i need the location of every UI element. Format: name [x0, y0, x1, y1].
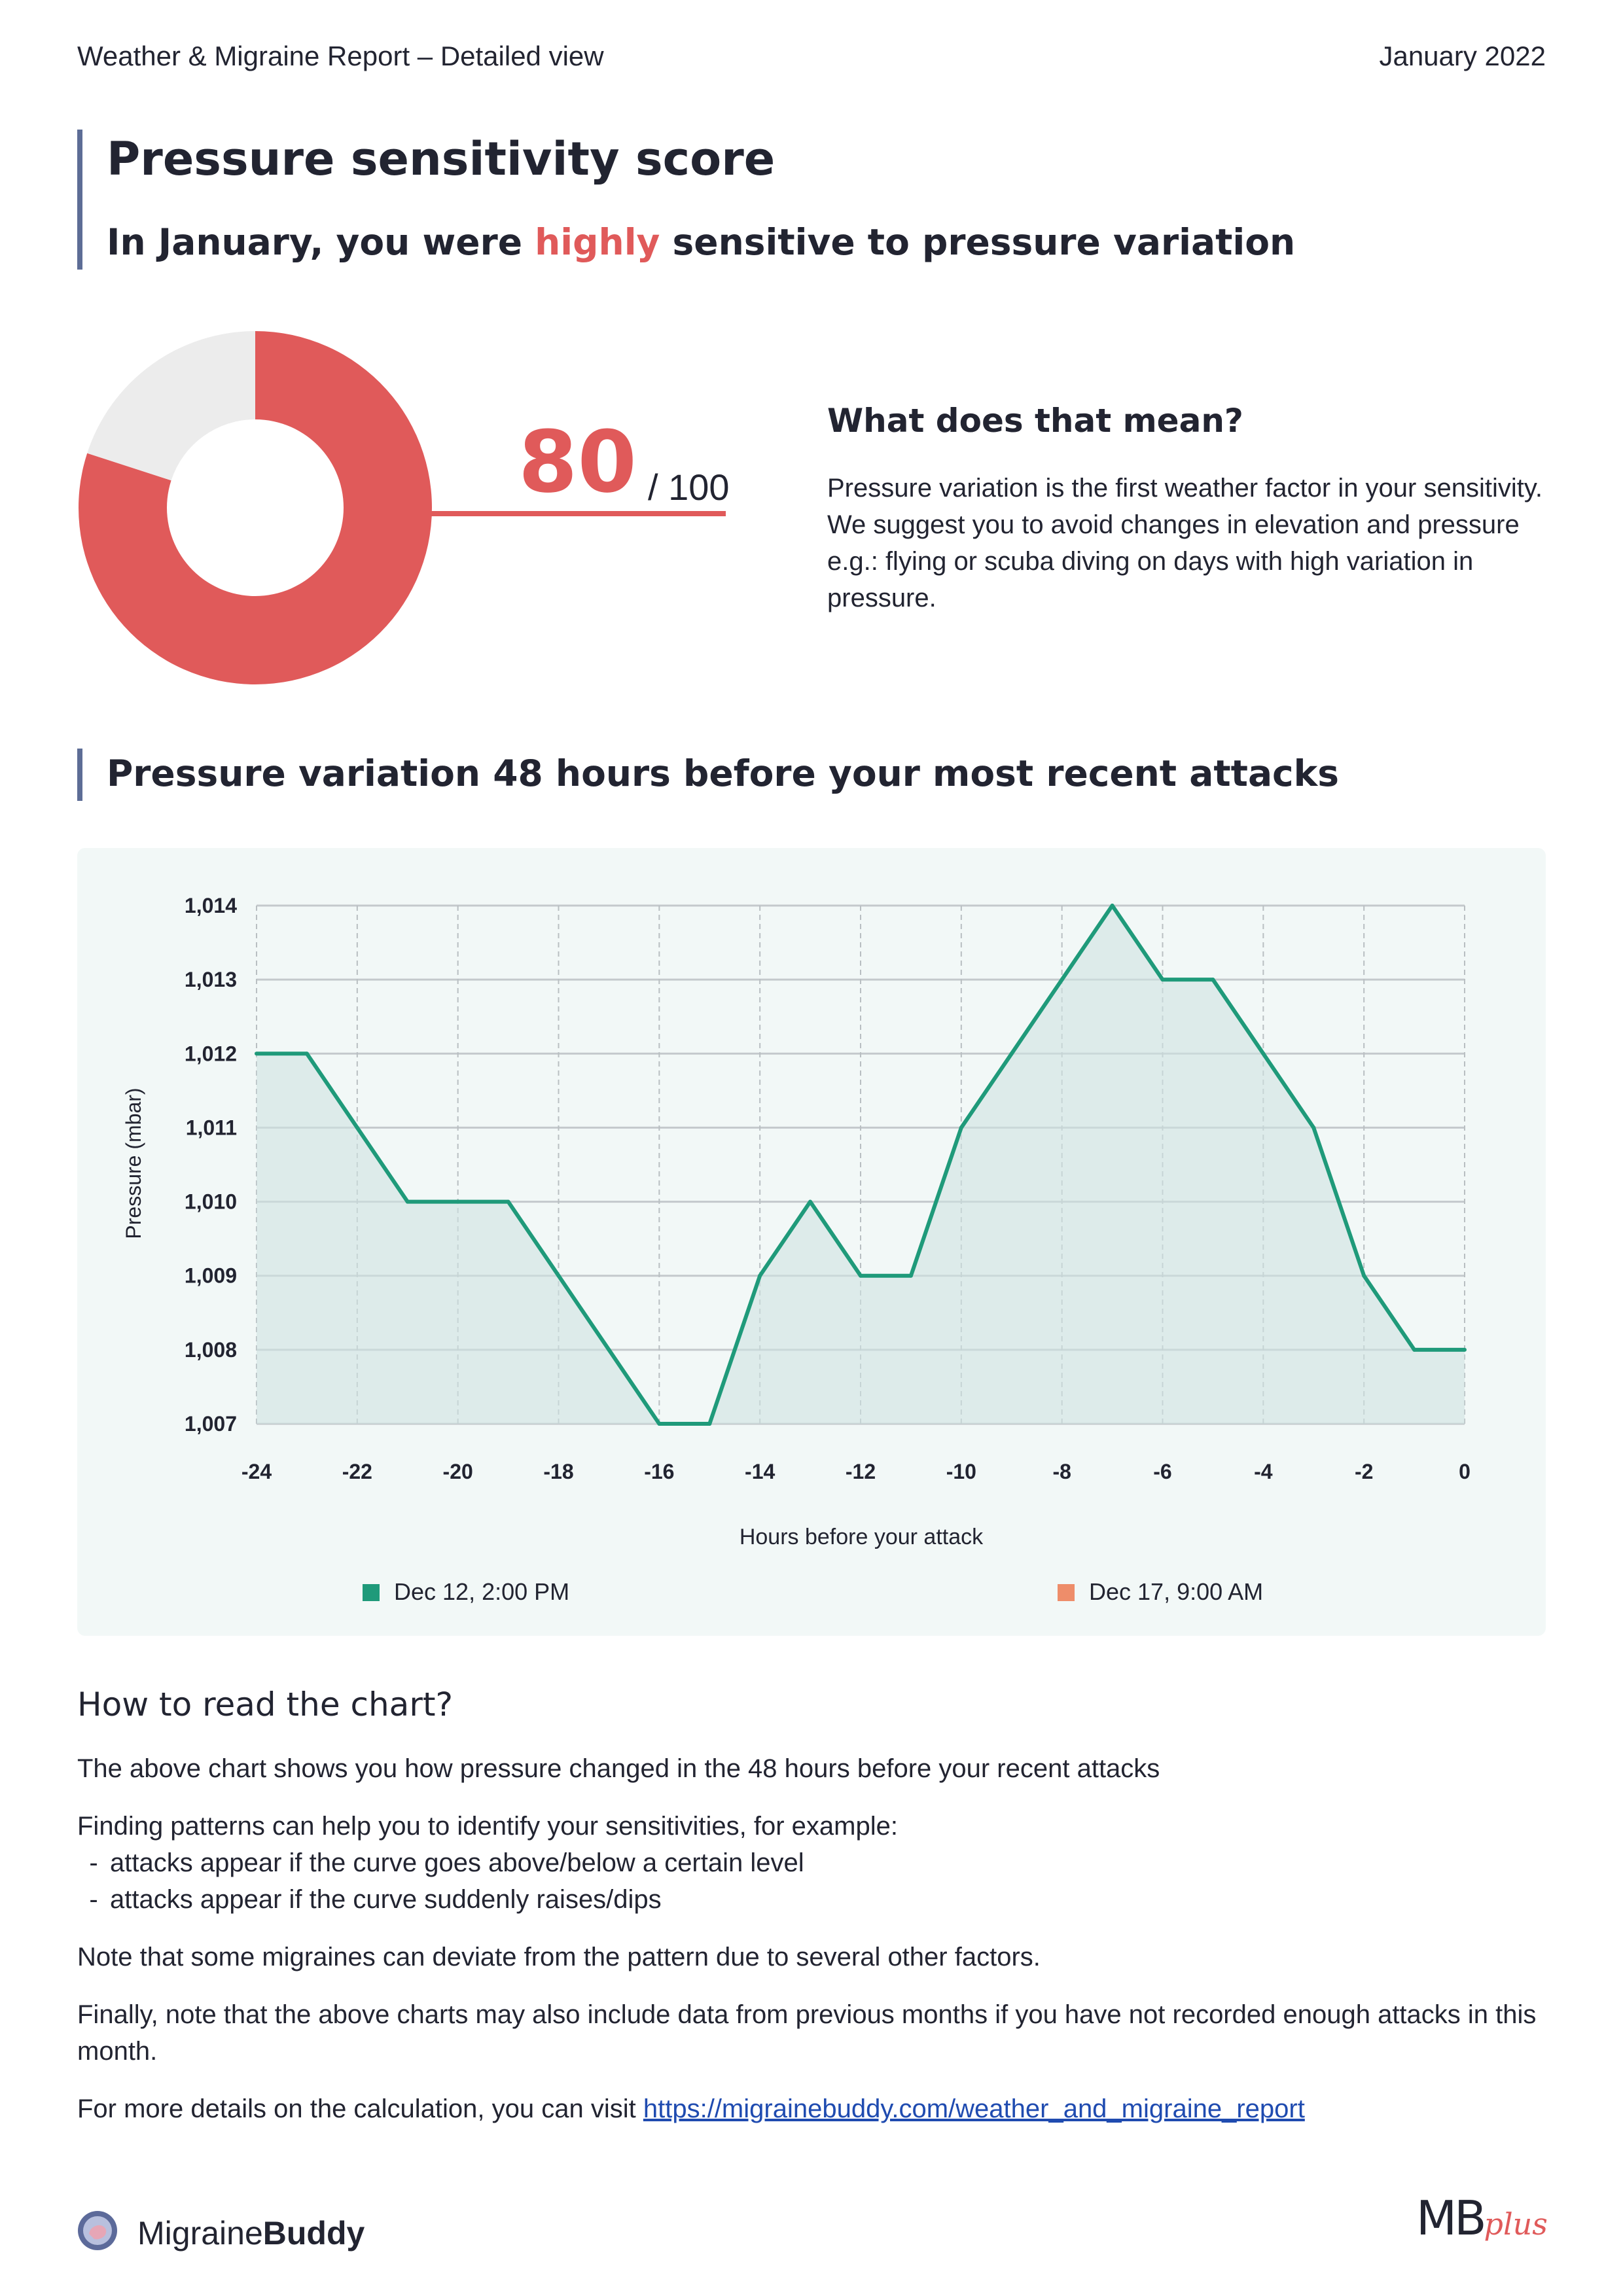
y-tick-label: 1,008 [184, 1337, 237, 1362]
how-to-read-p1: The above chart shows you how pressure changed in the 48 hours before your recent attacks [77, 1754, 1160, 1783]
data-point [1161, 978, 1165, 981]
donut-remainder-slice [87, 331, 255, 480]
data-point [959, 1125, 963, 1129]
brand-wordmark-bold: Buddy [262, 2215, 365, 2252]
data-point [607, 1348, 611, 1352]
x-tick-label: -6 [1153, 1460, 1172, 1483]
subtitle-highlight: highly [535, 221, 660, 263]
data-point [1261, 1051, 1265, 1055]
data-point [859, 1274, 863, 1278]
mb-plus-logo-plus: plus [1484, 2206, 1548, 2242]
x-tick-label: -8 [1052, 1460, 1071, 1483]
mb-plus-logo-mb: MB [1416, 2191, 1484, 2246]
x-axis-label: Hours before your attack [739, 1525, 984, 1549]
x-tick-label: -18 [543, 1460, 574, 1483]
data-point [657, 1422, 661, 1426]
x-tick-label: -22 [342, 1460, 372, 1483]
pattern-list [77, 1845, 1550, 1918]
data-point [808, 1200, 812, 1204]
section-accent-bar [77, 130, 82, 270]
data-point [1010, 1051, 1014, 1055]
data-point [1311, 1125, 1315, 1129]
list-item: - attacks appear if the curve suddenly raises/dips [77, 1881, 1550, 1918]
data-point [1211, 978, 1215, 981]
score-donut-chart [77, 330, 433, 686]
x-tick-label: -2 [1354, 1460, 1374, 1483]
y-tick-label: 1,007 [184, 1412, 237, 1436]
report-details-link[interactable]: https://migrainebuddy.com/weather_and_migraine_report [643, 2094, 1305, 2123]
data-point [1362, 1274, 1366, 1278]
explanation-text: Pressure variation is the first weather factor in your sensitivity. We suggest you to avoid changes in elevation and pressure e.g.: flying or scuba diving on days with high variation in pressure. [827, 474, 1543, 612]
data-point [909, 1274, 913, 1278]
legend-swatch-series-1 [363, 1584, 380, 1601]
score-max: / 100 [648, 467, 730, 508]
how-to-read-p5 [77, 2091, 1550, 2127]
migraine-buddy-logo-icon [77, 2210, 118, 2251]
data-point [557, 1274, 561, 1278]
y-axis-label: Pressure (mbar) [122, 1087, 145, 1239]
how-to-read-title: How to read the chart? [77, 1686, 454, 1723]
brand-wordmark [137, 2214, 365, 2252]
score-section-title: Pressure sensitivity score [107, 132, 776, 186]
data-point [1111, 904, 1115, 908]
subtitle-text-post: sensitive to pressure variation [660, 221, 1296, 263]
how-to-read-body [77, 1750, 1550, 2127]
score-underline [431, 511, 726, 516]
y-tick-label: 1,012 [184, 1042, 237, 1066]
x-tick-label: -20 [442, 1460, 473, 1483]
chart-section-title: Pressure variation 48 hours before your most recent attacks [107, 752, 1339, 794]
subtitle-text-pre: In January, you were [107, 221, 535, 263]
x-tick-label: -4 [1254, 1460, 1273, 1483]
data-point [1060, 978, 1064, 981]
y-tick-label: 1,009 [184, 1263, 237, 1288]
how-to-read-p5-text: For more details on the calculation, you can visit [77, 2094, 643, 2123]
x-tick-label: -12 [845, 1460, 876, 1483]
brand-wordmark-light: Migraine [137, 2215, 263, 2252]
data-point [355, 1125, 359, 1129]
mb-plus-logo [1416, 2191, 1548, 2246]
data-point [406, 1200, 410, 1204]
explanation-title: What does that mean? [827, 402, 1243, 440]
how-to-read-p4: Finally, note that the above charts may also include data from previous months if you have not recorded enough attacks in this month. [77, 2000, 1537, 2066]
x-tick-label: -16 [644, 1460, 675, 1483]
data-point [707, 1422, 711, 1426]
legend-label-series-2: Dec 17, 9:00 AM [1089, 1578, 1264, 1605]
how-to-read-p3: Note that some migraines can deviate from the pattern due to several other factors. [77, 1943, 1041, 1971]
x-tick-label: -14 [745, 1460, 776, 1483]
data-point [1463, 1348, 1467, 1352]
legend-label-series-1: Dec 12, 2:00 PM [394, 1578, 570, 1605]
x-tick-label: 0 [1459, 1460, 1471, 1483]
data-point [305, 1051, 309, 1055]
y-tick-label: 1,013 [184, 968, 237, 992]
data-point [1412, 1348, 1416, 1352]
score-section-subtitle [107, 221, 1295, 263]
report-title: Weather & Migraine Report – Detailed view [77, 41, 604, 71]
x-tick-label: -24 [241, 1460, 272, 1483]
how-to-read-p2: Finding patterns can help you to identify your sensitivities, for example: [77, 1812, 898, 1841]
x-tick-label: -10 [946, 1460, 976, 1483]
y-tick-label: 1,014 [184, 894, 237, 917]
chart-section-accent-bar [77, 749, 82, 801]
data-point [758, 1274, 762, 1278]
y-tick-label: 1,010 [184, 1190, 237, 1214]
pressure-line-chart [77, 848, 1546, 1636]
report-month: January 2022 [1379, 41, 1546, 71]
data-point [507, 1200, 510, 1204]
data-point [456, 1200, 460, 1204]
score-value: 80 [518, 412, 637, 512]
data-point [255, 1051, 259, 1055]
list-item: - attacks appear if the curve goes above/below a certain level [77, 1845, 1550, 1881]
y-tick-label: 1,011 [185, 1116, 237, 1140]
legend-swatch-series-2 [1058, 1584, 1075, 1601]
